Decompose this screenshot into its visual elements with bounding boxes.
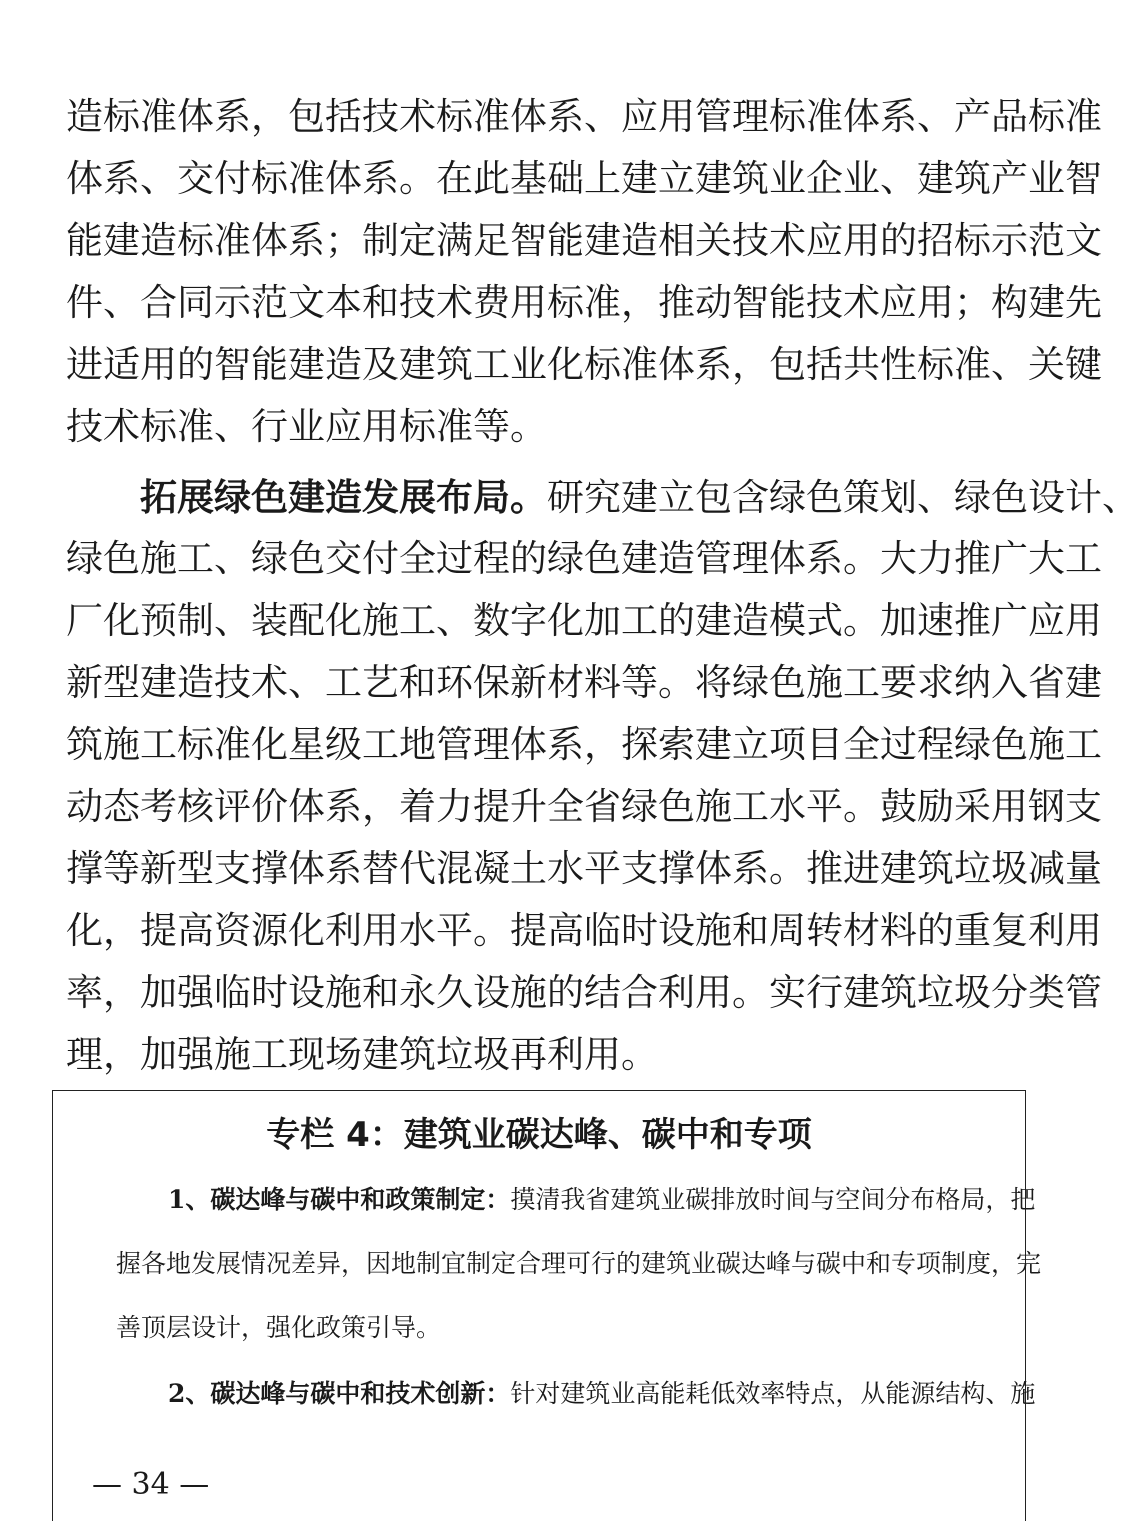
column-box-title: 专栏 4：建筑业碳达峰、碳中和专项 — [266, 1115, 812, 1155]
section-line-3: 新型建造技术、工艺和环保新材料等。将绿色施工要求纳入省建 — [66, 661, 1102, 704]
box-item-2-first-line — [168, 1374, 1036, 1414]
box-item-1-line-2: 握各地发展情况差异，因地制宜制定合理可行的建筑业碳达峰与碳中和专项制度，完 — [116, 1249, 1042, 1278]
body-line-6: 技术标准、行业应用标准等。 — [66, 405, 547, 448]
section-line-4: 筑施工标准化星级工地管理体系，探索建立项目全过程绿色施工 — [66, 723, 1102, 766]
body-line-1: 造标准体系，包括技术标准体系、应用管理标准体系、产品标准 — [66, 95, 1102, 138]
box-item-1-label: 1、碳达峰与碳中和政策制定： — [168, 1185, 511, 1214]
page-number: — 34 — — [92, 1467, 210, 1502]
section-line-1: 绿色施工、绿色交付全过程的绿色建造管理体系。大力推广大工 — [66, 537, 1102, 580]
box-item-1-line-3: 善顶层设计，强化政策引导。 — [116, 1313, 442, 1342]
section-line-7: 化，提高资源化利用水平。提高临时设施和周转材料的重复利用 — [66, 909, 1102, 952]
section-heading: 拓展绿色建造发展布局。 — [140, 475, 547, 519]
section-line-5: 动态考核评价体系，着力提升全省绿色施工水平。鼓励采用钢支 — [66, 785, 1102, 828]
section-line-2: 厂化预制、装配化施工、数字化加工的建造模式。加速推广应用 — [66, 599, 1102, 642]
box-item-2-first-text: 针对建筑业高能耗低效率特点，从能源结构、施 — [510, 1379, 1036, 1408]
body-line-3: 能建造标准体系；制定满足智能建造相关技术应用的招标示范文 — [66, 219, 1102, 262]
body-line-5: 进适用的智能建造及建筑工业化标准体系，包括共性标准、关键 — [66, 343, 1102, 386]
section-first-line-text: 研究建立包含绿色策划、绿色设计、 — [547, 476, 1139, 519]
box-item-1-first-text: 摸清我省建筑业碳排放时间与空间分布格局，把 — [510, 1185, 1036, 1214]
column-box — [52, 1090, 1042, 1521]
section-line-6: 撑等新型支撑体系替代混凝土水平支撑体系。推进建筑垃圾减量 — [66, 847, 1102, 890]
body-line-4: 件、合同示范文本和技术费用标准，推动智能技术应用；构建先 — [66, 281, 1102, 324]
section-line-9: 理，加强施工现场建筑垃圾再利用。 — [66, 1033, 658, 1076]
box-item-2-label: 2、碳达峰与碳中和技术创新： — [168, 1379, 511, 1408]
body-line-2: 体系、交付标准体系。在此基础上建立建筑业企业、建筑产业智 — [66, 157, 1102, 200]
section-line-8: 率，加强临时设施和永久设施的结合利用。实行建筑垃圾分类管 — [66, 971, 1102, 1014]
box-item-1-first-line — [168, 1180, 1036, 1220]
section-first-line — [140, 466, 1139, 528]
